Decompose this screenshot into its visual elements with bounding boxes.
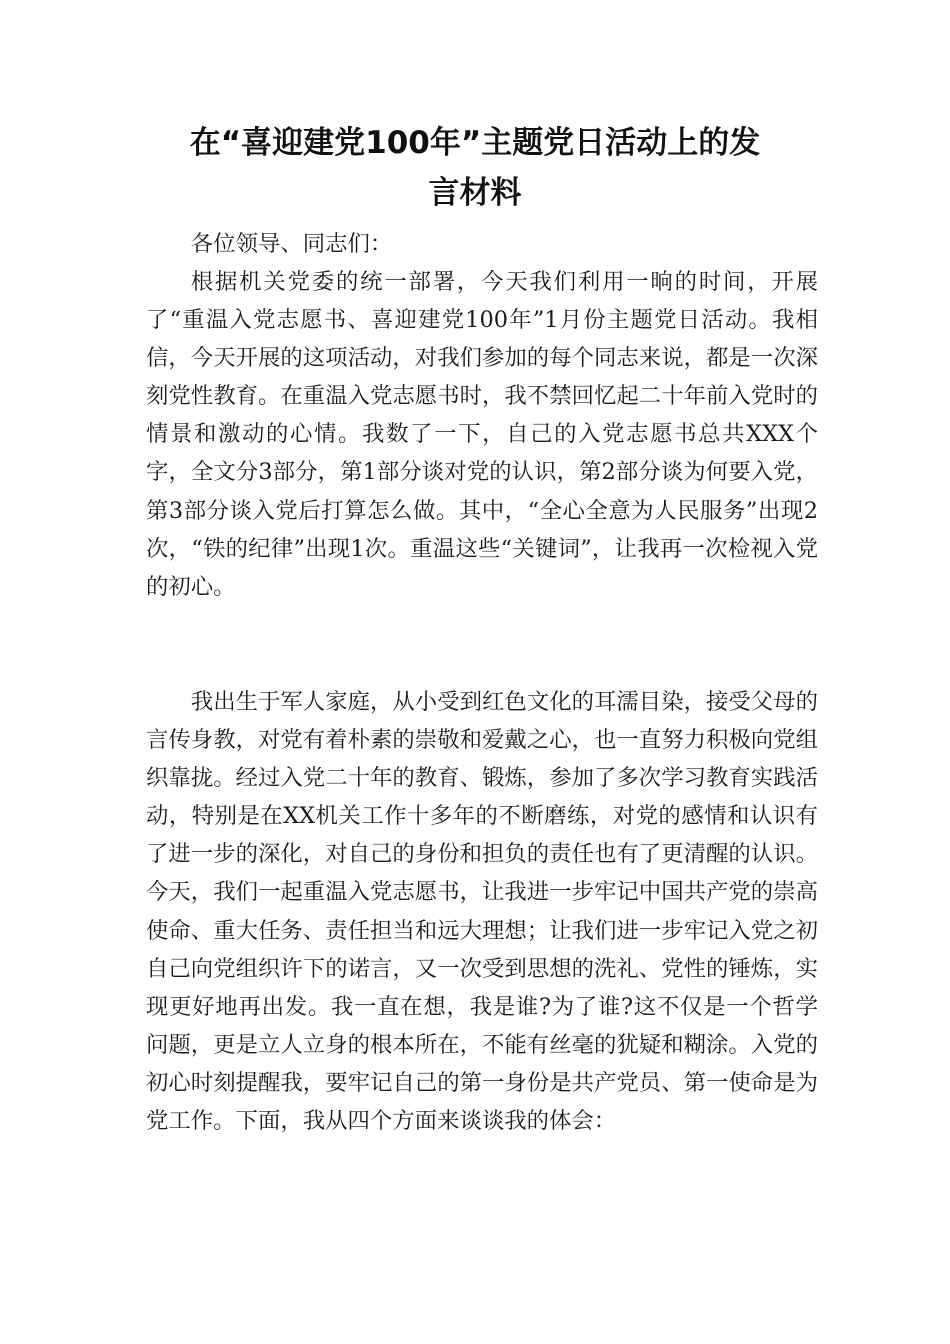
paragraph-block-2 bbox=[146, 683, 818, 1140]
body-paragraph-2: 我出生于军人家庭，从小受到红色文化的耳濡目染，接受父母的言传身教，对党有着朴素的崇敬和爱戴之心，也一直努力积极向党组织靠拢。经过入党二十年的教育、锻炼，参加了多次学习教育实践活动，特别是在XX机关工作十多年的不断磨练，对党的感情和认识有了进一步的深化，对自己的身份和担负的责任也有了更清醒的认识。今天，我们一起重温入党志愿书，让我进一步牢记中国共产党的崇高使命、重大任务、责任担当和远大理想；让我们进一步牢记入党之初自己向党组织许下的诺言，又一次受到思想的洗礼、党性的锤炼，实现更好地再出发。我一直在想，我是谁?为了谁?这不仅是一个哲学问题，更是立人立身的根本所在，不能有丝毫的犹疑和糊涂。入党的初心时刻提醒我，要牢记自己的第一身份是共产党员、第一使命是为党工作。下面，我从四个方面来谈谈我的体会： bbox=[146, 689, 818, 1135]
salutation: 各位领导、同志们： bbox=[190, 231, 393, 257]
salutation-block bbox=[146, 225, 818, 263]
paragraph-block-1 bbox=[146, 263, 818, 606]
document-title bbox=[130, 118, 820, 218]
title-line-1: 在“喜迎建党100年”主题党日活动上的发 bbox=[189, 125, 761, 161]
body-paragraph-1: 根据机关党委的统一部署，今天我们利用一晌的时间，开展了“重温入党志愿书、喜迎建党100年”1月份主题党日活动。我相信，今天开展的这项活动，对我们参加的每个同志来说，都是一次深刻党性教育。在重温入党志愿书时，我不禁回忆起二十年前入党时的情景和激动的心情。我数了一下，自己的入党志愿书总共XXX个字，全文分3部分，第1部分谈对党的认识，第2部分谈为何要入党，第3部分谈入党后打算怎么做。其中，“全心全意为人民服务”出现2次，“铁的纪律”出现1次。重温这些“关键词”，让我再一次检视入党的初心。 bbox=[146, 269, 818, 600]
title-line-2: 言材料 bbox=[428, 175, 522, 211]
